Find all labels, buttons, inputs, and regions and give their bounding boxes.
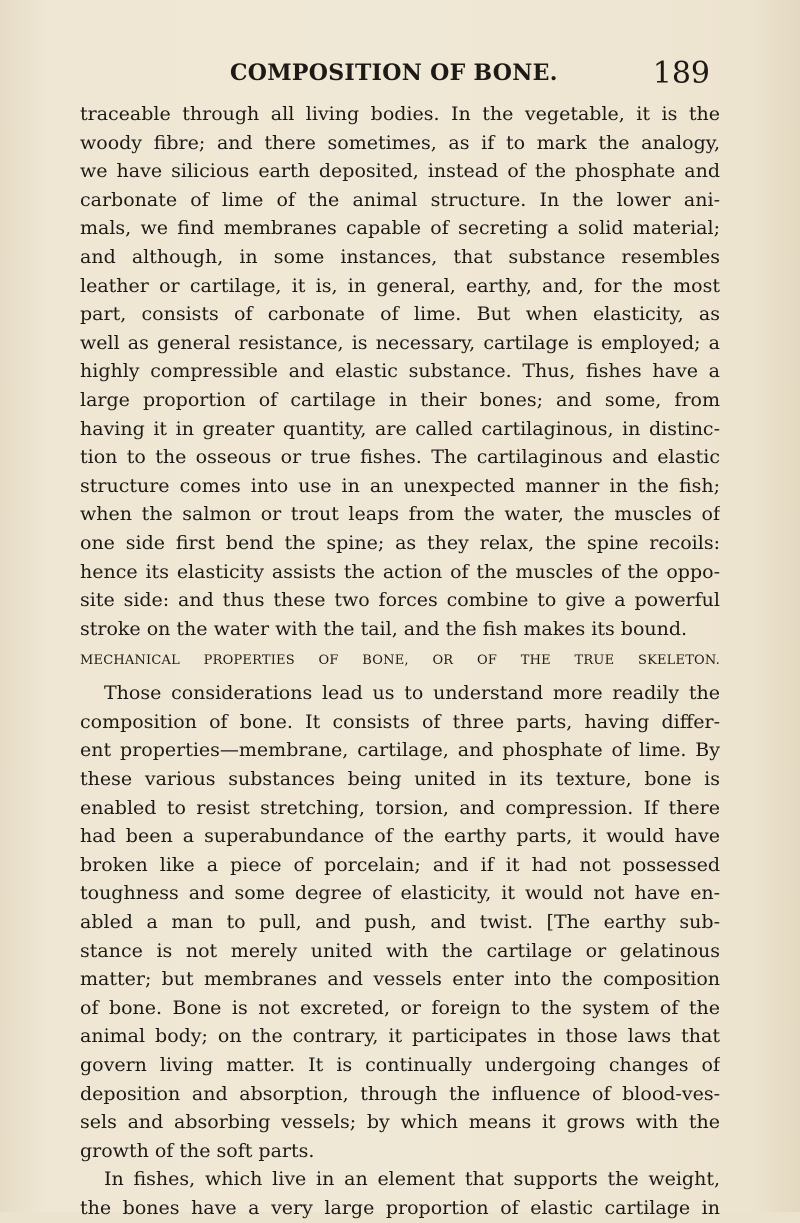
paragraph-3 bbox=[80, 1165, 720, 1222]
text-line: broken like a piece of porcelain; and if it had not possessed bbox=[80, 853, 720, 876]
text-line: deposition and absorption, through the influence of blood-ves- bbox=[80, 1082, 720, 1105]
text-line: when the salmon or trout leaps from the water, the muscles of bbox=[80, 503, 720, 526]
text-line: part, consists of carbonate of lime. But when elasticity, as bbox=[80, 303, 720, 326]
text-line: these various substances being united in its texture, bone is bbox=[80, 768, 720, 791]
text-line: one side first bend the spine; as they relax, the spine recoils: bbox=[80, 531, 720, 554]
text-line: woody fibre; and there sometimes, as if to mark the analogy, bbox=[80, 131, 720, 154]
text-line: abled a man to pull, and push, and twist. [The earthy sub- bbox=[80, 911, 720, 934]
page-header bbox=[80, 56, 720, 96]
text-line: highly compressible and elastic substance. Thus, fishes have a bbox=[80, 360, 720, 383]
text-line: of bone. Bone is not excreted, or foreign to the system of the bbox=[80, 996, 720, 1019]
text-line: stance is not merely united with the cartilage or gelatinous bbox=[80, 939, 720, 962]
text-line: growth of the soft parts. bbox=[80, 1139, 315, 1162]
text-line: having it in greater quantity, are called cartilaginous, in distinc- bbox=[80, 417, 720, 440]
text-line: tion to the osseous or true fishes. The cartilaginous and elastic bbox=[80, 446, 720, 469]
paragraph-1 bbox=[80, 100, 720, 643]
text-line: traceable through all living bodies. In the vegetable, it is the bbox=[80, 103, 720, 125]
paragraph-2 bbox=[80, 679, 720, 1165]
text-line: had been a superabundance of the earthy parts, it would have bbox=[80, 825, 720, 848]
text-line: we have silicious earth deposited, instead of the phosphate and bbox=[80, 160, 720, 183]
text-line: large proportion of cartilage in their bones; and some, from bbox=[80, 388, 720, 411]
text-line: sels and absorbing vessels; by which means it grows with the bbox=[80, 1111, 720, 1134]
running-head: COMPOSITION OF BONE. bbox=[230, 60, 558, 86]
text-line: govern living matter. It is continually undergoing changes of bbox=[80, 1054, 720, 1076]
text-line: structure comes into use in an unexpected manner in the fish; bbox=[80, 474, 720, 497]
text-line: site side: and thus these two forces combine to give a powerful bbox=[80, 589, 720, 612]
page-number: 189 bbox=[652, 56, 710, 91]
text-line: well as general resistance, is necessary, cartilage is employed; a bbox=[80, 331, 720, 354]
text-line: leather or cartilage, it is, in general, earthy, and, for the most bbox=[80, 274, 720, 297]
text-line: and although, in some instances, that substance resembles bbox=[80, 245, 720, 268]
text-line: hence its elasticity assists the action of the muscles of the oppo- bbox=[80, 560, 720, 583]
text-line: the bones have a very large proportion of elastic cartilage in bbox=[80, 1196, 720, 1219]
text-line: In fishes, which live in an element that supports the weight, bbox=[104, 1168, 720, 1191]
text-line: Those considerations lead us to understand more readily the bbox=[104, 682, 720, 705]
text-line: toughness and some degree of elasticity, it would not have en- bbox=[80, 882, 720, 905]
text-line: carbonate of lime of the animal structure. In the lower ani- bbox=[80, 188, 720, 211]
text-line: stroke on the water with the tail, and the fish makes its bound. bbox=[80, 617, 688, 640]
text-line: composition of bone. It consists of three parts, having differ- bbox=[80, 710, 720, 733]
text-line: matter; but membranes and vessels enter into the composition bbox=[80, 968, 720, 991]
body-text bbox=[80, 100, 720, 1223]
text-line: animal body; on the contrary, it participates in those laws that bbox=[80, 1025, 720, 1048]
text-line: mals, we find membranes capable of secreting a solid material; bbox=[80, 217, 720, 240]
text-line: ent properties—membrane, cartilage, and phosphate of lime. By bbox=[80, 739, 720, 762]
text-line: enabled to resist stretching, torsion, and compression. If there bbox=[80, 796, 720, 819]
section-heading: MECHANICAL PROPERTIES OF BONE, OR OF THE TRUE SKELETON. bbox=[80, 653, 720, 669]
